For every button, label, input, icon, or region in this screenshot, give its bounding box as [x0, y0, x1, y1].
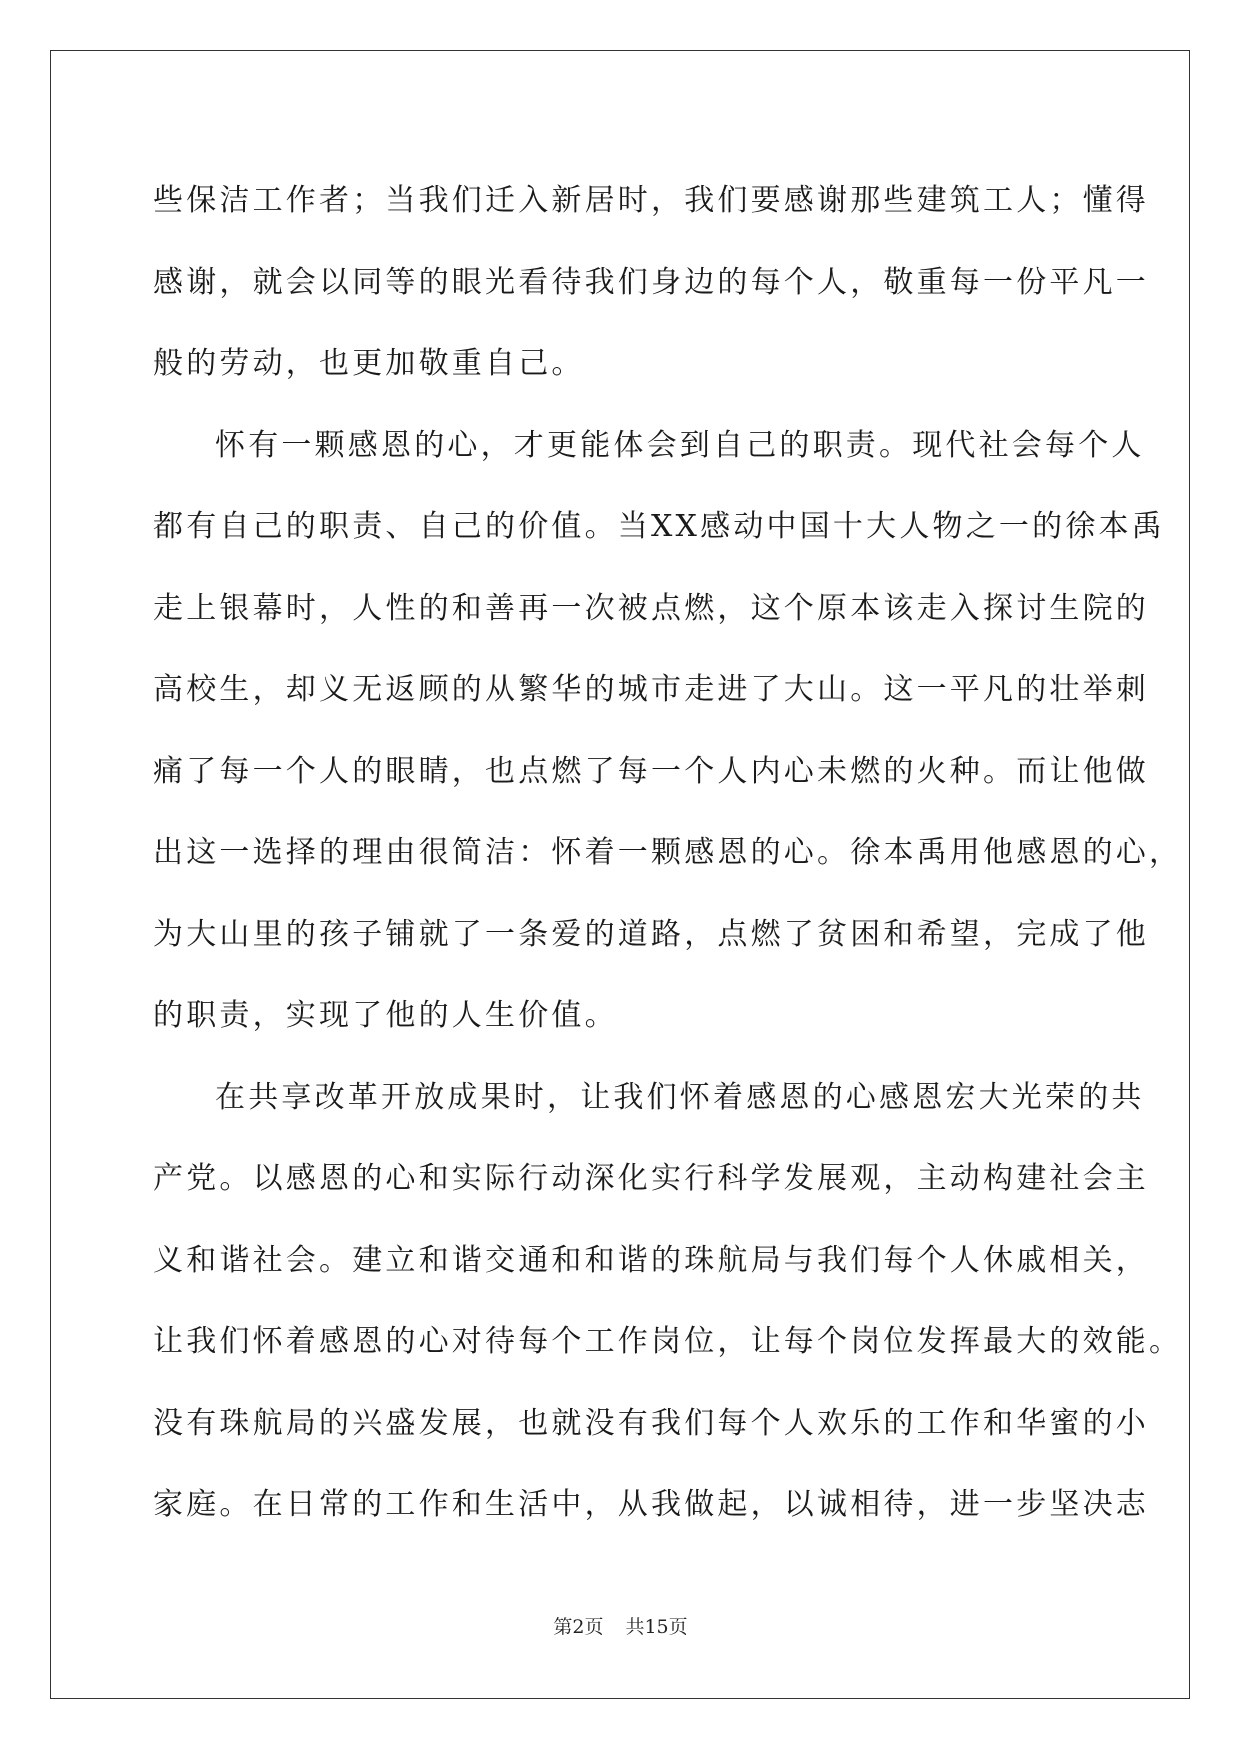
text-line: 家庭。在日常的工作和生活中，从我做起，以诚相待，进一步坚决志 [153, 1487, 1149, 1522]
page-footer [0, 1612, 1241, 1639]
text-line: 让我们怀着感恩的心对待每个工作岗位，让每个岗位发挥最大的效能。 [153, 1324, 1183, 1359]
text-line: 没有珠航局的兴盛发展，也就没有我们每个人欢乐的工作和华蜜的小 [153, 1405, 1149, 1441]
text-line: 出这一选择的理由很简洁：怀着一颗感恩的心。徐本禹用他感恩的心， [153, 835, 1183, 870]
text-line: 般的劳动，也更加敬重自己。 [153, 346, 585, 381]
text-line: 高校生，却义无返顾的从繁华的城市走进了大山。这一平凡的壮举刺 [153, 672, 1149, 707]
text-line: 都有自己的职责、自己的价值。当XX感动中国十大人物之一的徐本禹 [153, 509, 1165, 544]
text-line: 走上银幕时，人性的和善再一次被点燃，这个原本该走入探讨生院的 [153, 590, 1149, 626]
text-line: 为大山里的孩子铺就了一条爱的道路，点燃了贫困和希望，完成了他 [153, 916, 1149, 952]
document-body [153, 160, 1183, 1546]
page-total: 共15页 [625, 1616, 688, 1638]
paragraph [153, 405, 1183, 1057]
paragraph [153, 1057, 1183, 1546]
text-line: 的职责，实现了他的人生价值。 [153, 998, 618, 1033]
text-line: 义和谐社会。建立和谐交通和和谐的珠航局与我们每个人休戚相关， [153, 1242, 1149, 1278]
text-line: 感谢，就会以同等的眼光看待我们身边的每个人，敬重每一份平凡一 [153, 264, 1149, 300]
text-line: 怀有一颗感恩的心，才更能体会到自己的职责。现代社会每个人 [215, 427, 1145, 463]
text-line: 产党。以感恩的心和实际行动深化实行科学发展观，主动构建社会主 [153, 1161, 1149, 1196]
paragraph [153, 160, 1149, 405]
text-line: 些保洁工作者；当我们迁入新居时，我们要感谢那些建筑工人；懂得 [153, 183, 1149, 218]
text-line: 在共享改革开放成果时，让我们怀着感恩的心感恩宏大光荣的共 [215, 1079, 1145, 1115]
text-line: 痛了每一个人的眼睛，也点燃了每一个人内心未燃的火种。而让他做 [153, 753, 1149, 789]
page-number: 第2页 [553, 1616, 604, 1638]
